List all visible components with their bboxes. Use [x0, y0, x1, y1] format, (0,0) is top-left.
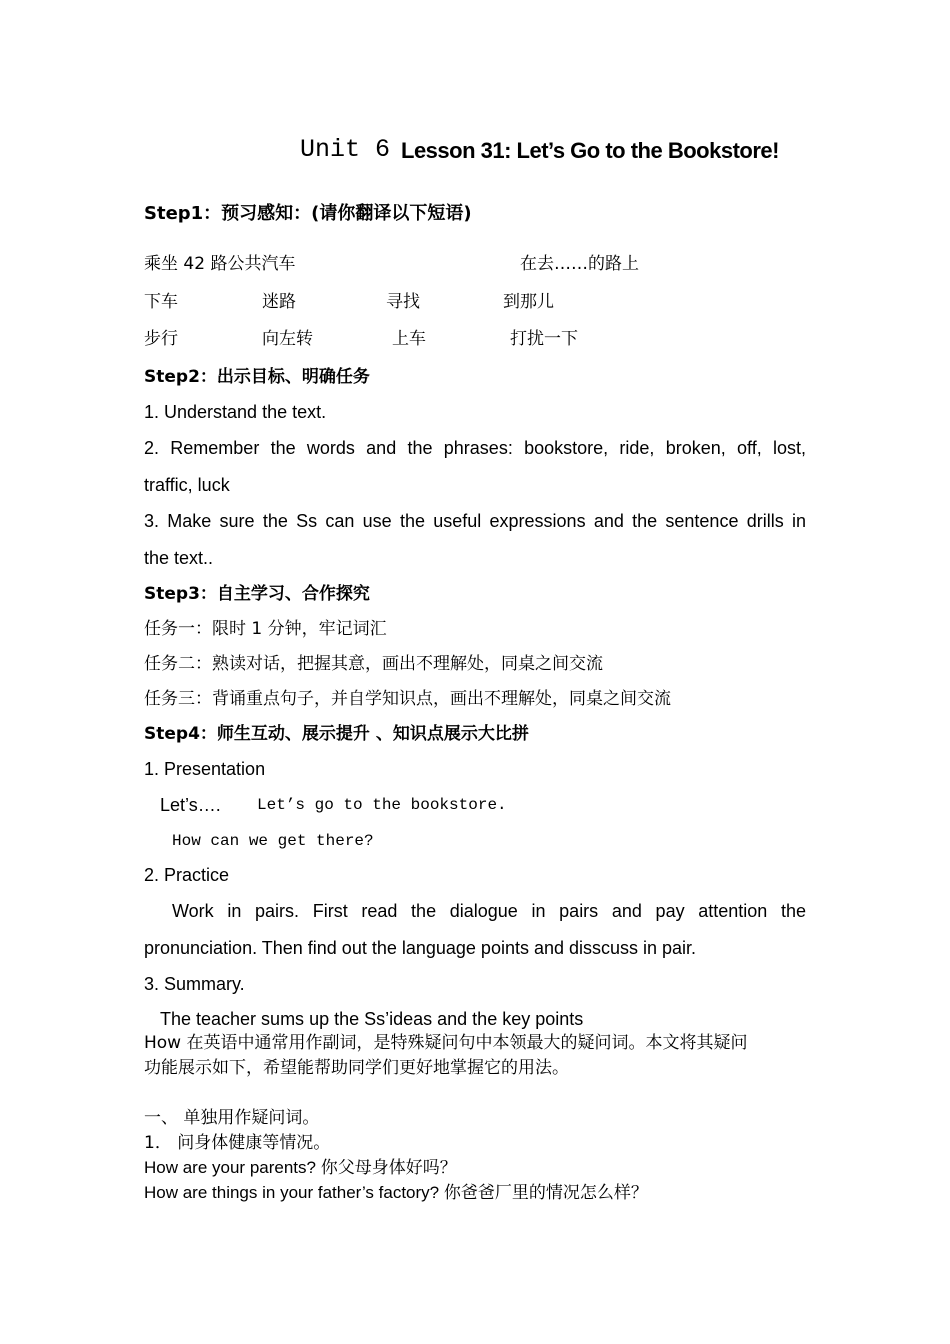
practice-label: 2. Practice [144, 865, 230, 885]
phrase-look-for: 寻找 [386, 292, 420, 312]
goal-item-2-line1: 2. Remember the words and the phrases: bookstore, ride, broken, off, lost, [144, 438, 806, 458]
how-sub-1: 1． 问身体健康等情况。 [144, 1133, 331, 1153]
how-example-2: How are things in your father’s factory? 你爸爸厂里的情况怎么样？ [144, 1183, 648, 1202]
phrase-get-on: 上车 [392, 329, 426, 349]
goal-item-1: 1. Understand the text. [144, 402, 327, 422]
goal-item-2-line2: traffic, luck [144, 475, 230, 495]
practice-line1: Work in pairs. First read the dialogue in pairs and pay attention the [172, 901, 806, 921]
task-3: 任务三：背诵重点句子，并自学知识点，画出不理解处，同桌之间交流 [144, 689, 671, 709]
phrase-on-foot: 步行 [144, 329, 178, 349]
how-intro-line2: 功能展示如下，希望能帮助同学们更好地掌握它的用法。 [144, 1058, 569, 1078]
lets-example: Let’s go to the bookstore. [257, 796, 507, 814]
phrase-turn-left: 向左转 [262, 329, 313, 349]
how-example: How can we get there? [172, 832, 374, 850]
phrase-get-lost: 迷路 [262, 292, 296, 312]
step1-heading: Step1：预习感知：(请你翻译以下短语) [144, 203, 472, 224]
phrase-excuse-me: 打扰一下 [510, 329, 578, 349]
goal-item-3-line1: 3. Make sure the Ss can use the useful expressions and the sentence drills in [144, 511, 806, 531]
phrase-take-bus-42: 乘坐 42 路公共汽车 [144, 254, 296, 274]
title-lesson: Lesson 31: Let’s Go to the Bookstore! [401, 138, 779, 163]
lets-pattern: Let’s…. [160, 795, 221, 815]
practice-line2: pronunciation. Then find out the language points and disscuss in pair. [144, 938, 697, 958]
step2-heading: Step2：出示目标、明确任务 [144, 367, 370, 387]
how-section-1: 一、 单独用作疑问词。 [144, 1108, 320, 1128]
title-unit: Unit 6 [300, 135, 391, 164]
phrase-get-off: 下车 [144, 292, 178, 312]
goal-item-3-line2: the text.. [144, 548, 214, 568]
phrase-on-the-way: 在去……的路上 [520, 254, 639, 274]
summary-line: The teacher sums up the Ss’ideas and the key points [160, 1009, 584, 1029]
step3-heading: Step3：自主学习、合作探究 [144, 584, 370, 604]
presentation-label: 1. Presentation [144, 759, 266, 779]
phrase-get-there: 到那儿 [503, 292, 554, 312]
task-2: 任务二：熟读对话，把握其意，画出不理解处，同桌之间交流 [144, 654, 603, 674]
summary-label: 3. Summary. [144, 974, 245, 994]
how-intro-line1: How 在英语中通常用作副词，是特殊疑问句中本领最大的疑问词。本文将其疑问 [144, 1033, 748, 1053]
how-example-1: How are your parents? 你父母身体好吗？ [144, 1158, 457, 1177]
step4-heading: Step4：师生互动、展示提升 、知识点展示大比拼 [144, 724, 529, 744]
task-1: 任务一：限时 1 分钟，牢记词汇 [144, 619, 387, 639]
